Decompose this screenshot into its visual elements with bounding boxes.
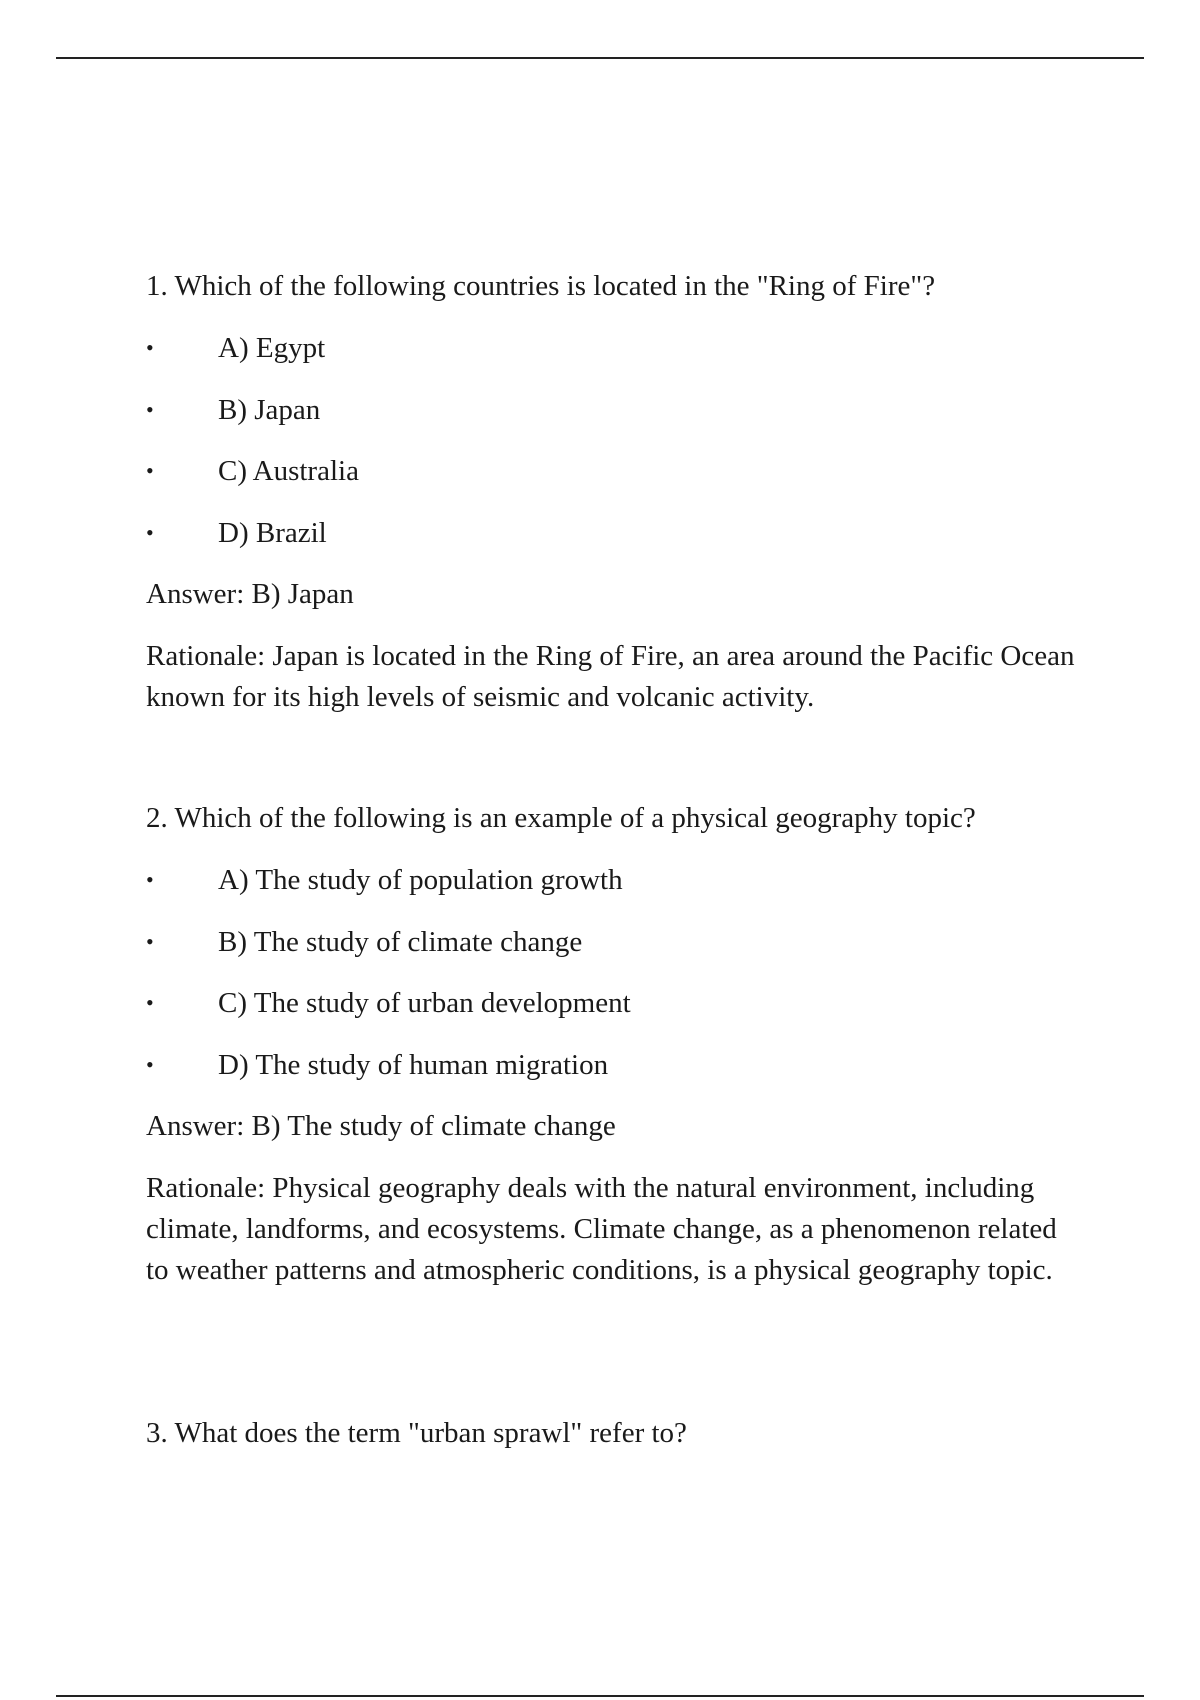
answer-text: Answer: B) The study of climate change [146,1110,616,1142]
bullet-icon: • [146,458,154,483]
question-2 [146,798,1086,1291]
option-item [146,1045,1086,1085]
answer-text: Answer: B) Japan [146,578,354,610]
footer-rule [56,1695,1144,1697]
bullet-icon: • [146,1051,154,1077]
option-label: B) The study of climate change [218,925,583,958]
option-list [146,860,1086,1085]
option-list [146,328,1086,553]
question-3 [146,1413,1086,1453]
option-item [146,922,1086,962]
bullet-icon: • [146,519,154,545]
option-item [146,328,1086,368]
bullet-icon: • [146,867,154,892]
rationale-text: Rationale: Japan is located in the Ring of Fire, an area around the Pacific Ocean known for its high levels of seismic and volcanic activity. [146,640,1075,713]
option-label: C) Australia [218,455,359,487]
option-label: D) The study of human migration [218,1048,609,1081]
option-label: C) The study of urban development [218,987,631,1019]
option-item [146,983,1086,1023]
question-title: 3. What does the term "urban sprawl" refer to? [146,1417,687,1449]
question-1 [146,266,1086,718]
question-title: 2. Which of the following is an example of a physical geography topic? [146,802,976,834]
bullet-icon: • [146,335,154,360]
option-label: A) Egypt [218,332,326,364]
option-label: D) Brazil [218,516,327,549]
option-item [146,860,1086,900]
header-rule [56,57,1144,59]
bullet-icon: • [146,990,154,1015]
bullet-icon: • [146,928,154,954]
question-title: 1. Which of the following countries is located in the "Ring of Fire"? [146,270,936,302]
option-label: B) Japan [218,393,321,426]
option-item [146,451,1086,491]
bullet-icon: • [146,396,154,422]
option-label: A) The study of population growth [218,864,623,896]
option-item [146,390,1086,430]
rationale-text: Rationale: Physical geography deals with the natural environment, including climate, landforms, and ecosystems. Climate change, as a phenomenon related to weather patterns and atmospheric conditions, is a physical geography topic. [146,1172,1057,1286]
option-item [146,513,1086,553]
